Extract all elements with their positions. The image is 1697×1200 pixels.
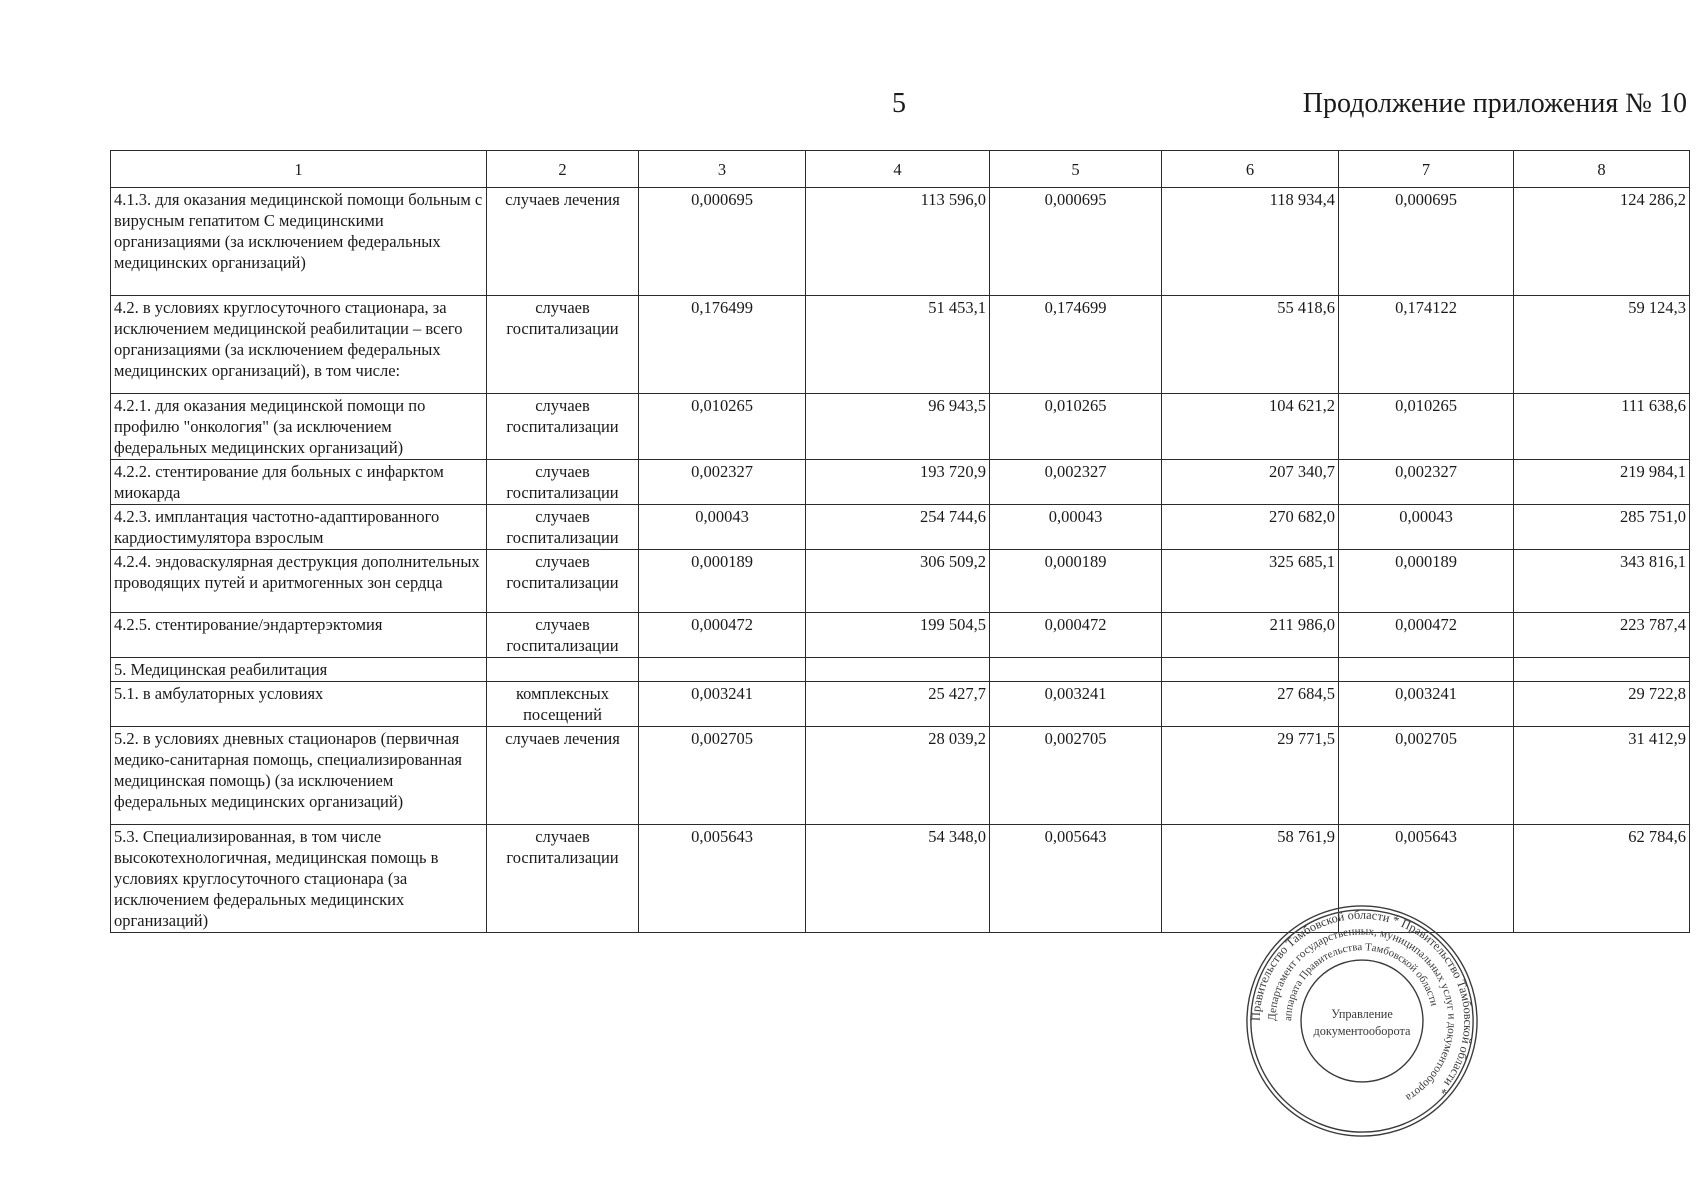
value-cell: 0,002327 [639, 460, 806, 505]
value-cell: 0,005643 [639, 825, 806, 933]
unit-cell: случаев госпитализации [487, 550, 639, 613]
row-name-cell: 4.2.1. для оказания медицинской помощи по профилю "онкология" (за исключением федеральных медицинских организаций) [111, 394, 487, 460]
value-cell: 0,00043 [639, 505, 806, 550]
column-number: 6 [1162, 151, 1339, 188]
row-name-cell: 5.2. в условиях дневных стационаров (первичная медико-санитарная помощь, специализированная медицинская помощь) (за исключением федеральных медицинских организаций) [111, 727, 487, 825]
value-cell: 270 682,0 [1162, 505, 1339, 550]
column-number: 3 [639, 151, 806, 188]
value-cell: 285 751,0 [1514, 505, 1690, 550]
value-cell: 0,002705 [639, 727, 806, 825]
column-number: 1 [111, 151, 487, 188]
table-row [111, 682, 1690, 727]
value-cell: 325 685,1 [1162, 550, 1339, 613]
row-name-cell: 4.2.4. эндоваскулярная деструкция дополнительных проводящих путей и аритмогенных зон сердца [111, 550, 487, 613]
row-name-cell: 5.3. Специализированная, в том числе высокотехнологичная, медицинская помощь в условиях круглосуточного стационара (за исключением федеральных медицинских организаций) [111, 825, 487, 933]
column-number: 5 [990, 151, 1162, 188]
column-number: 7 [1339, 151, 1514, 188]
value-cell: 207 340,7 [1162, 460, 1339, 505]
table-row [111, 394, 1690, 460]
value-cell: 58 761,9 [1162, 825, 1339, 933]
stamp-center-line2: документооборота [1313, 1023, 1411, 1038]
value-cell: 0,176499 [639, 296, 806, 394]
table-row [111, 505, 1690, 550]
unit-cell: случаев госпитализации [487, 296, 639, 394]
value-cell: 59 124,3 [1514, 296, 1690, 394]
value-cell: 0,002705 [1339, 727, 1514, 825]
value-cell: 0,174699 [990, 296, 1162, 394]
page-number: 5 [892, 88, 906, 119]
value-cell: 54 348,0 [806, 825, 990, 933]
value-cell: 0,010265 [639, 394, 806, 460]
value-cell: 0,002327 [990, 460, 1162, 505]
value-cell: 254 744,6 [806, 505, 990, 550]
value-cell: 0,00043 [1339, 505, 1514, 550]
value-cell: 199 504,5 [806, 613, 990, 658]
value-cell: 0,000472 [639, 613, 806, 658]
unit-cell: случаев госпитализации [487, 505, 639, 550]
column-number-row [111, 151, 1690, 188]
value-cell: 0,002705 [990, 727, 1162, 825]
value-cell: 124 286,2 [1514, 188, 1690, 296]
value-cell: 118 934,4 [1162, 188, 1339, 296]
row-name-cell: 5. Медицинская реабилитация [111, 658, 487, 682]
tariff-table [110, 150, 1690, 933]
value-cell: 0,000472 [1339, 613, 1514, 658]
appendix-title: Продолжение приложения № 10 [1302, 88, 1687, 119]
table-row [111, 658, 1690, 682]
value-cell: 0,174122 [1339, 296, 1514, 394]
value-cell: 0,010265 [990, 394, 1162, 460]
value-cell: 223 787,4 [1514, 613, 1690, 658]
organization-stamp [1244, 903, 1480, 1139]
table-row [111, 188, 1690, 296]
value-cell: 0,005643 [990, 825, 1162, 933]
row-name-cell: 5.1. в амбулаторных условиях [111, 682, 487, 727]
value-cell: 306 509,2 [806, 550, 990, 613]
value-cell: 96 943,5 [806, 394, 990, 460]
table-row [111, 460, 1690, 505]
value-cell: 0,000695 [639, 188, 806, 296]
value-cell: 111 638,6 [1514, 394, 1690, 460]
value-cell: 0,000695 [990, 188, 1162, 296]
value-cell [1162, 658, 1339, 682]
value-cell: 29 771,5 [1162, 727, 1339, 825]
value-cell: 0,003241 [639, 682, 806, 727]
unit-cell: случаев лечения [487, 727, 639, 825]
column-number: 8 [1514, 151, 1690, 188]
value-cell [1514, 658, 1690, 682]
row-name-cell: 4.2. в условиях круглосуточного стационара, за исключением медицинской реабилитации – всего организациями (за исключением федеральных медицинских организаций), в том числе: [111, 296, 487, 394]
value-cell [806, 658, 990, 682]
unit-cell: случаев госпитализации [487, 613, 639, 658]
value-cell: 28 039,2 [806, 727, 990, 825]
unit-cell: случаев госпитализации [487, 825, 639, 933]
value-cell: 0,003241 [990, 682, 1162, 727]
column-number: 4 [806, 151, 990, 188]
stamp-center-line1: Управление [1331, 1007, 1393, 1022]
value-cell: 0,00043 [990, 505, 1162, 550]
unit-cell: случаев лечения [487, 188, 639, 296]
row-name-cell: 4.2.3. имплантация частотно-адаптированного кардиостимулятора взрослым [111, 505, 487, 550]
value-cell: 31 412,9 [1514, 727, 1690, 825]
unit-cell: случаев госпитализации [487, 394, 639, 460]
table-row [111, 550, 1690, 613]
value-cell: 0,000189 [990, 550, 1162, 613]
value-cell [990, 658, 1162, 682]
table-row [111, 727, 1690, 825]
column-number: 2 [487, 151, 639, 188]
value-cell: 0,000472 [990, 613, 1162, 658]
value-cell: 25 427,7 [806, 682, 990, 727]
value-cell: 55 418,6 [1162, 296, 1339, 394]
value-cell: 211 986,0 [1162, 613, 1339, 658]
value-cell: 51 453,1 [806, 296, 990, 394]
value-cell [639, 658, 806, 682]
value-cell: 0,000695 [1339, 188, 1514, 296]
row-name-cell: 4.1.3. для оказания медицинской помощи больным с вирусным гепатитом С медицинскими организациями (за исключением федеральных медицинских организаций) [111, 188, 487, 296]
value-cell: 343 816,1 [1514, 550, 1690, 613]
stamp-middle-text: Департамент государственных, муниципальных услуг и документооборота [1266, 925, 1458, 1104]
value-cell: 0,000189 [639, 550, 806, 613]
value-cell: 0,005643 [1339, 825, 1514, 933]
value-cell: 113 596,0 [806, 188, 990, 296]
value-cell: 0,010265 [1339, 394, 1514, 460]
unit-cell [487, 658, 639, 682]
row-name-cell: 4.2.5. стентирование/эндартерэктомия [111, 613, 487, 658]
value-cell: 104 621,2 [1162, 394, 1339, 460]
value-cell: 193 720,9 [806, 460, 990, 505]
stamp-outer-text: Правительство Тамбовской области * Правительство Тамбовской области * [1248, 907, 1476, 1098]
value-cell: 62 784,6 [1514, 825, 1690, 933]
value-cell [1339, 658, 1514, 682]
unit-cell: случаев госпитализации [487, 460, 639, 505]
value-cell: 0,003241 [1339, 682, 1514, 727]
table-row [111, 296, 1690, 394]
value-cell: 27 684,5 [1162, 682, 1339, 727]
unit-cell: комплексных посещений [487, 682, 639, 727]
value-cell: 0,000189 [1339, 550, 1514, 613]
stamp-inner-text: аппарата Правительства Тамбовской области [1282, 941, 1441, 1022]
value-cell: 0,002327 [1339, 460, 1514, 505]
table-row [111, 613, 1690, 658]
value-cell: 219 984,1 [1514, 460, 1690, 505]
row-name-cell: 4.2.2. стентирование для больных с инфарктом миокарда [111, 460, 487, 505]
value-cell: 29 722,8 [1514, 682, 1690, 727]
